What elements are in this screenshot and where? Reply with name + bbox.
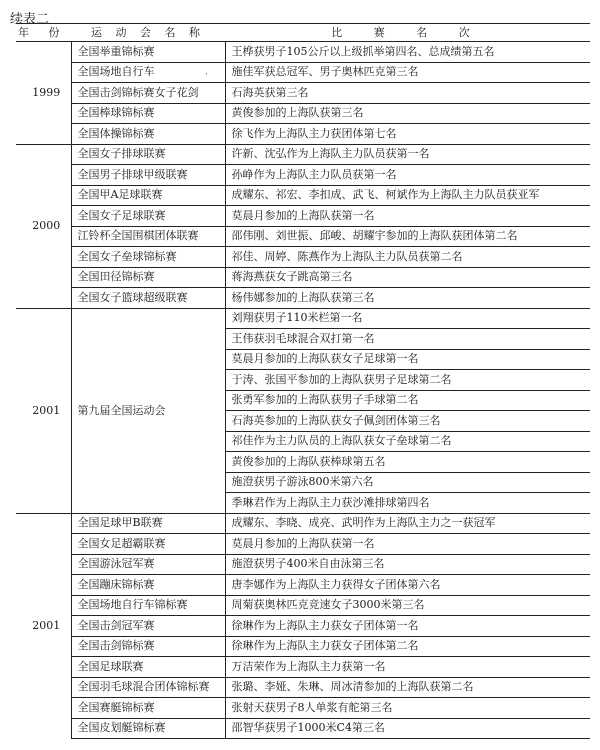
competition-name-cell: 全国甲A足球联赛 xyxy=(71,185,225,206)
competition-name-cell: 全国田径锦标赛 xyxy=(71,267,225,288)
result-cell: 施澄获男子400米自由泳第三名 xyxy=(225,554,590,575)
competition-name-cell: 全国女足超霸联赛 xyxy=(71,534,225,555)
competition-name-cell: 全国女子排球联赛 xyxy=(71,144,225,165)
table-header-row xyxy=(16,24,590,42)
result-cell: 徐琳作为上海队主力获女子团体第二名 xyxy=(225,636,590,657)
table-row xyxy=(16,206,590,227)
result-cell: 莫晨月参加的上海队获第一名 xyxy=(225,206,590,227)
competition-name-cell: 全国女子足球联赛 xyxy=(71,206,225,227)
table-row xyxy=(16,534,590,555)
table-row xyxy=(16,144,590,165)
year-cell: 2001 xyxy=(16,308,71,513)
result-cell: 邵伟刚、刘世振、邱峻、胡耀宇参加的上海队获团体第二名 xyxy=(225,226,590,247)
competition-name-cell: 全国击剑锦标赛女子花剑 xyxy=(71,83,225,104)
result-cell: 莫晨月参加的上海队获女子足球第一名 xyxy=(225,349,590,370)
table-row xyxy=(16,308,590,329)
result-cell: 于涛、张国平参加的上海队获男子足球第二名 xyxy=(225,370,590,391)
competition-name-cell: 全国蹦床锦标赛 xyxy=(71,575,225,596)
result-cell: 石海英参加的上海队获女子佩剑团体第三名 xyxy=(225,411,590,432)
result-cell: 黄俊参加的上海队获第三名 xyxy=(225,103,590,124)
table-row xyxy=(16,83,590,104)
table-row xyxy=(16,575,590,596)
year-cell: 1999 xyxy=(16,42,71,145)
result-cell: 邵智华获男子1000米C4第三名 xyxy=(225,718,590,739)
result-cell: 王伟获羽毛球混合双打第一名 xyxy=(225,329,590,350)
competition-name-cell: 全国游泳冠军赛 xyxy=(71,554,225,575)
header-result: 比 赛 名 次 xyxy=(331,25,484,39)
result-cell: 张勇军参加的上海队获男子手球第二名 xyxy=(225,390,590,411)
result-cell: 杨伟娜参加的上海队获第三名 xyxy=(225,288,590,309)
table-row xyxy=(16,165,590,186)
competition-name-cell: 全国赛艇锦标赛 xyxy=(71,698,225,719)
competition-name-cell: 全国女子篮球超级联赛 xyxy=(71,288,225,309)
results-table xyxy=(16,23,590,739)
result-cell: 孙峥作为上海队主力队员获第一名 xyxy=(225,165,590,186)
result-cell: 施澄获男子游泳800米第六名 xyxy=(225,472,590,493)
result-cell: 徐飞作为上海队主力获团体第七名 xyxy=(225,124,590,145)
competition-name-cell: 全国击剑锦标赛 xyxy=(71,636,225,657)
table-row xyxy=(16,513,590,534)
year-cell: 2001 xyxy=(16,513,71,739)
result-cell: 蒋海燕获女子跳高第三名 xyxy=(225,267,590,288)
result-cell: 成耀东、李晓、成亮、武明作为上海队主力之一获冠军 xyxy=(225,513,590,534)
result-cell: 祁佳作为主力队员的上海队获女子垒球第二名 xyxy=(225,431,590,452)
table-row xyxy=(16,698,590,719)
competition-name-cell: 全国场地自行车锦标赛 xyxy=(71,595,225,616)
result-cell: 许新、沈弘作为上海队主力队员获第一名 xyxy=(225,144,590,165)
competition-name-cell: 全国击剑冠军赛 xyxy=(71,616,225,637)
result-cell: 刘翔获男子110米栏第一名 xyxy=(225,308,590,329)
scan-speck: · xyxy=(205,70,208,80)
table-caption: 续表二 xyxy=(10,12,50,27)
result-cell: 石海英获第三名 xyxy=(225,83,590,104)
competition-name-cell: 全国足球甲B联赛 xyxy=(71,513,225,534)
table-row xyxy=(16,677,590,698)
table-row xyxy=(16,185,590,206)
table-body xyxy=(16,42,590,739)
result-cell: 成耀东、祁宏、李扣成、武飞、柯斌作为上海队主力队员获亚军 xyxy=(225,185,590,206)
year-cell: 2000 xyxy=(16,144,71,308)
competition-name-cell: 全国皮划艇锦标赛 xyxy=(71,718,225,739)
table-row xyxy=(16,62,590,83)
result-cell: 万洁荣作为上海队主力获第一名 xyxy=(225,657,590,678)
result-cell: 张射天获男子8人单浆有舵第三名 xyxy=(225,698,590,719)
result-cell: 周菊获奥林匹克竞速女子3000米第三名 xyxy=(225,595,590,616)
result-cell: 徐琳作为上海队主力获女子团体第一名 xyxy=(225,616,590,637)
table-row xyxy=(16,103,590,124)
result-cell: 施佳军获总冠军、男子奥林匹克第三名 xyxy=(225,62,590,83)
competition-name-cell: 全国举重锦标赛 xyxy=(71,42,225,63)
competition-name-cell: 全国足球联赛 xyxy=(71,657,225,678)
competition-name-cell: 全国羽毛球混合团体锦标赛 xyxy=(71,677,225,698)
result-cell: 唐李娜作为上海队主力获得女子团体第六名 xyxy=(225,575,590,596)
competition-name-cell: 全国棒球锦标赛 xyxy=(71,103,225,124)
competition-name-cell: 江铃杯全国围棋团体联赛 xyxy=(71,226,225,247)
result-cell: 黄俊参加的上海队获棒球第五名 xyxy=(225,452,590,473)
table-row xyxy=(16,718,590,739)
result-cell: 王桦获男子105公斤以上级抓举第四名、总成绩第五名 xyxy=(225,42,590,63)
table-row xyxy=(16,226,590,247)
competition-name-cell: 第九届全国运动会 xyxy=(71,308,225,513)
table-row xyxy=(16,636,590,657)
competition-name-cell: 全国男子排球甲级联赛 xyxy=(71,165,225,186)
header-year: 年 份 xyxy=(18,25,68,39)
table-row xyxy=(16,554,590,575)
header-competition-name: 运 动 会 名 称 xyxy=(91,25,205,39)
table-row xyxy=(16,657,590,678)
table-row xyxy=(16,616,590,637)
competition-name-cell: 全国女子垒球锦标赛 xyxy=(71,247,225,268)
result-cell: 莫晨月参加的上海队获第一名 xyxy=(225,534,590,555)
table-row xyxy=(16,247,590,268)
table-row xyxy=(16,595,590,616)
table-row xyxy=(16,267,590,288)
result-cell: 季琳君作为上海队主力获沙滩排球第四名 xyxy=(225,493,590,514)
table-row xyxy=(16,288,590,309)
result-cell: 张璐、李娅、朱琳、周冰清参加的上海队获第二名 xyxy=(225,677,590,698)
competition-name-cell: 全国体操锦标赛 xyxy=(71,124,225,145)
table-row xyxy=(16,42,590,63)
competition-name-cell: 全国场地自行车 xyxy=(71,62,225,83)
table-row xyxy=(16,124,590,145)
result-cell: 祁佳、周婷、陈燕作为上海队主力队员获第二名 xyxy=(225,247,590,268)
